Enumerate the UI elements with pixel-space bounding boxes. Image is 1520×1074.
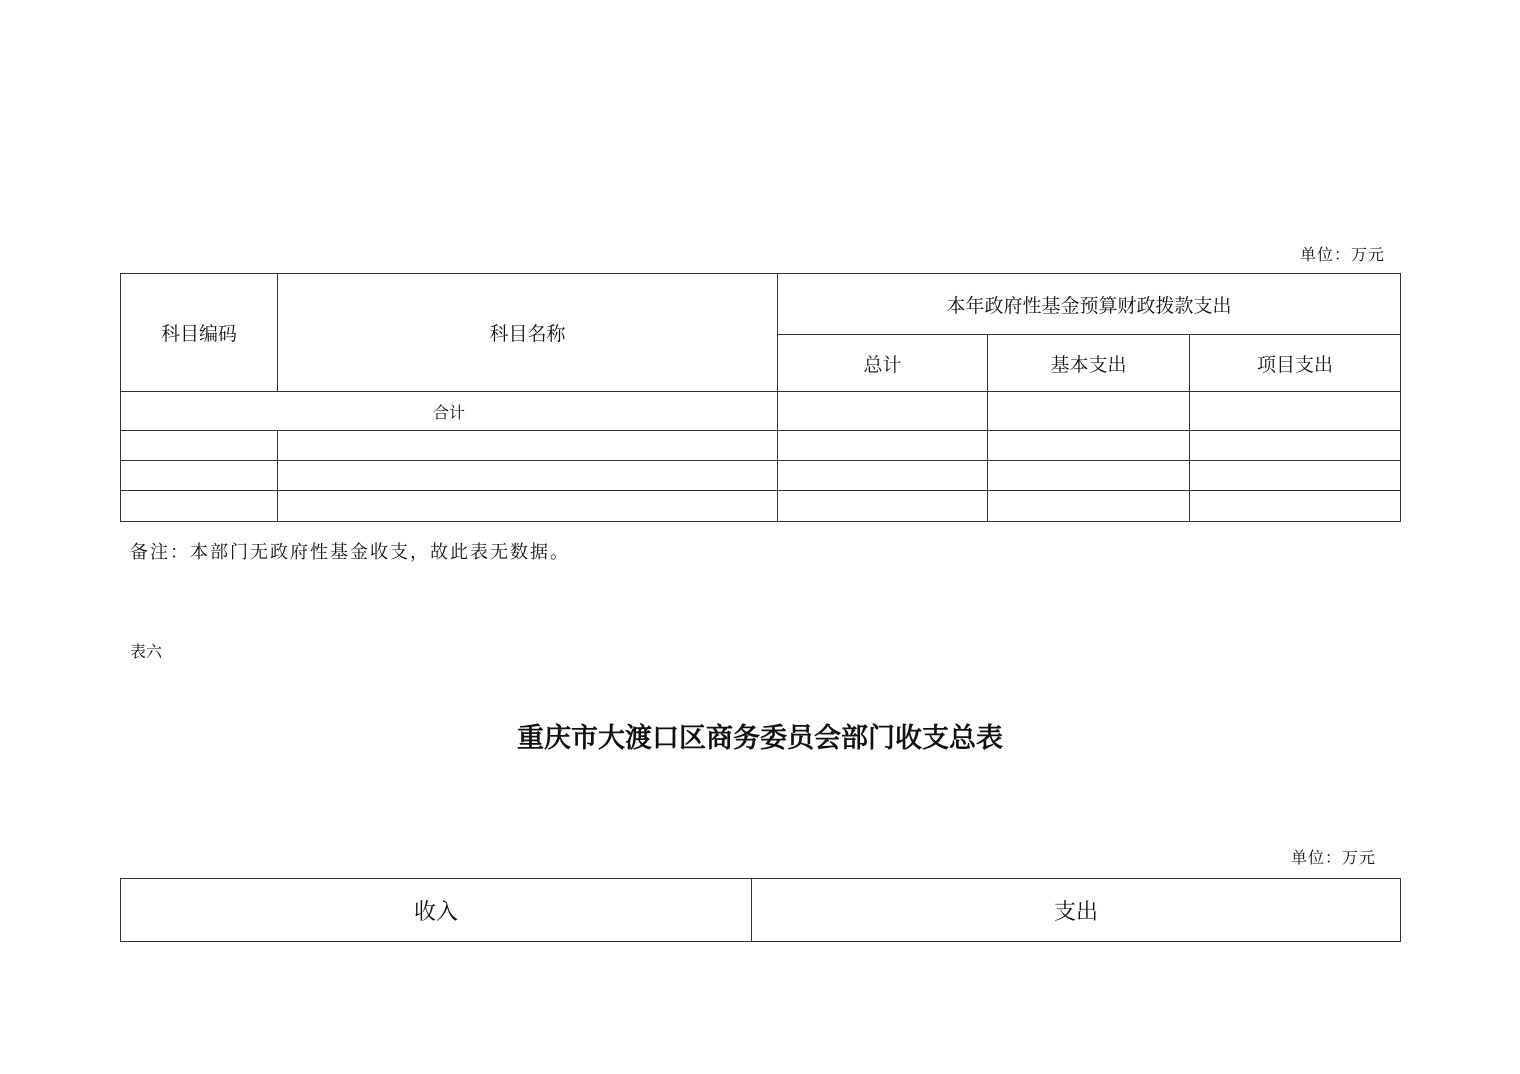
table-row [121,461,1401,491]
table-cell [278,461,778,491]
table-cell [278,491,778,522]
project-cell [1190,392,1401,431]
header-expense: 支出 [752,879,1401,942]
table-cell [121,461,278,491]
table-cell [121,491,278,522]
table-cell [1190,431,1401,461]
table-cell [778,491,988,522]
header-total: 总计 [778,335,988,392]
page-title: 重庆市大渡口区商务委员会部门收支总表 [517,723,1003,754]
header-row [121,879,1401,942]
table-cell [1190,461,1401,491]
basic-cell [988,392,1190,431]
total-label: 合计 [121,392,778,431]
table-cell [778,431,988,461]
header-subject-code: 科目编码 [121,274,278,392]
table-row [121,491,1401,522]
table-note: 备注：本部门无政府性基金收支，故此表无数据。 [130,542,570,563]
unit-label: 单位：万元 [1291,848,1377,867]
table-row [121,431,1401,461]
header-fund-expenditure: 本年政府性基金预算财政拨款支出 [778,274,1401,335]
header-row [121,274,1401,335]
header-project-expenditure: 项目支出 [1190,335,1401,392]
header-subject-name: 科目名称 [278,274,778,392]
total-cell [778,392,988,431]
fund-expenditure-table [120,273,1401,522]
table-number-label: 表六 [130,642,163,661]
income-expense-table [120,878,1401,942]
header-income: 收入 [121,879,752,942]
table-cell [278,431,778,461]
total-row [121,392,1401,431]
table-cell [988,461,1190,491]
table-cell [1190,491,1401,522]
table-cell [988,491,1190,522]
header-basic-expenditure: 基本支出 [988,335,1190,392]
table-cell [778,461,988,491]
unit-label: 单位：万元 [1300,245,1386,264]
table-cell [121,431,278,461]
table-cell [988,431,1190,461]
